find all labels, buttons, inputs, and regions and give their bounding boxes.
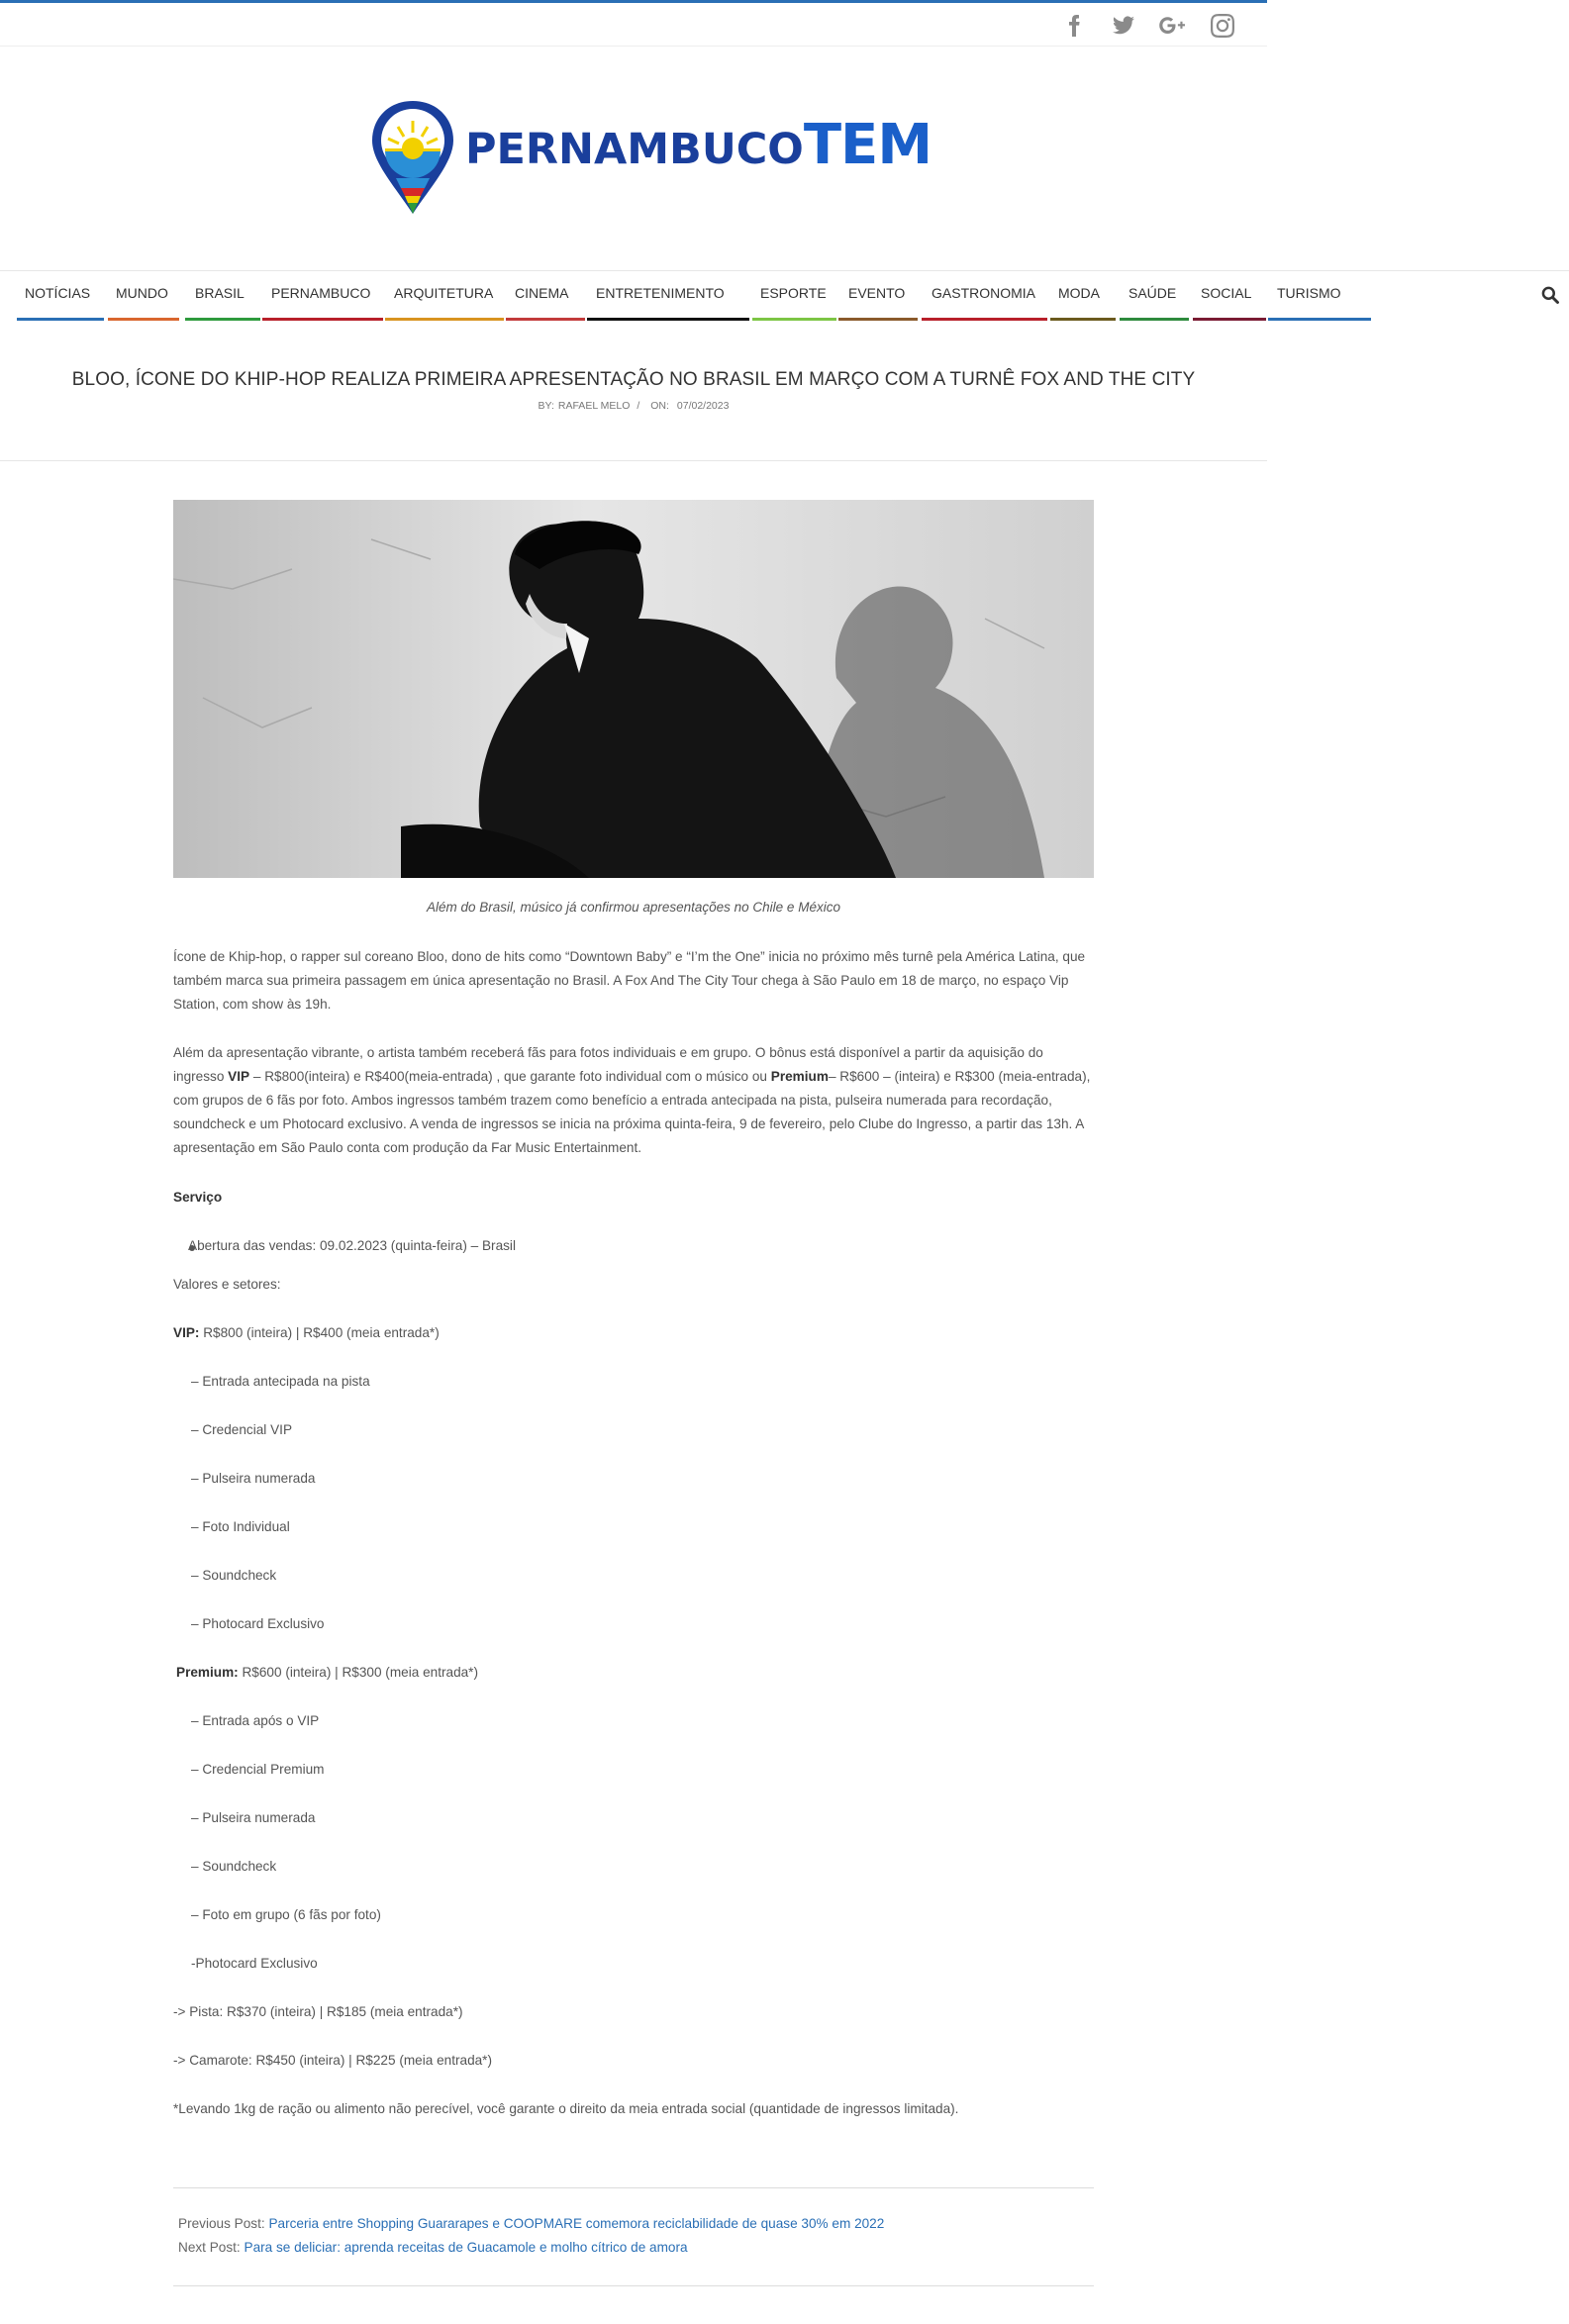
- hero-image-graphic: [173, 500, 1094, 878]
- nav-item-mundo[interactable]: MUNDO: [116, 285, 168, 301]
- instagram-icon[interactable]: [1208, 11, 1237, 41]
- nav-underline-arquitetura: [385, 318, 504, 321]
- post-nav-divider-bottom: [173, 2285, 1094, 2286]
- google-plus-icon[interactable]: [1158, 11, 1188, 41]
- logo-text-tem: TEM: [803, 113, 932, 177]
- nav-item-saude[interactable]: SAÚDE: [1128, 285, 1177, 301]
- search-icon[interactable]: [1540, 285, 1560, 305]
- nav-underline-brasil: [185, 318, 260, 321]
- image-caption: Além do Brasil, músico já confirmou apresentações no Chile e México: [427, 900, 840, 915]
- hero-image: [173, 500, 1094, 878]
- list-item: – Photocard Exclusivo: [191, 1616, 325, 1631]
- post-nav-divider-top: [173, 2187, 1094, 2188]
- main-nav: [0, 270, 1569, 323]
- social-bar: [0, 3, 1267, 47]
- meta-on-label: ON:: [650, 400, 669, 412]
- nav-underline-evento: [838, 318, 918, 321]
- nav-item-entretenimento[interactable]: ENTRETENIMENTO: [596, 285, 725, 301]
- nav-underline-esporte: [752, 318, 836, 321]
- list-item: – Credencial VIP: [191, 1422, 293, 1437]
- nav-item-pernambuco[interactable]: PERNAMBUCO: [271, 285, 371, 301]
- nav-underline-saude: [1120, 318, 1189, 321]
- site-logo[interactable]: [368, 97, 932, 226]
- vip-label: VIP:: [173, 1325, 200, 1340]
- nav-item-social[interactable]: SOCIAL: [1201, 285, 1252, 301]
- list-item: -Photocard Exclusivo: [191, 1956, 318, 1971]
- list-item-abertura: [188, 1234, 1109, 1258]
- list-item: – Foto Individual: [191, 1519, 290, 1534]
- nav-underline-noticias: [17, 318, 104, 321]
- nav-underline-moda: [1050, 318, 1116, 321]
- next-post-label: Next Post:: [178, 2240, 241, 2255]
- nav-underline-cinema: [506, 318, 585, 321]
- nav-underline-social: [1193, 318, 1266, 321]
- logo-area: [0, 48, 1267, 270]
- nav-item-evento[interactable]: EVENTO: [848, 285, 906, 301]
- list-item: – Entrada após o VIP: [191, 1713, 320, 1728]
- vip-price: R$800 (inteira) | R$400 (meia entrada*): [199, 1325, 440, 1340]
- post-meta: [0, 400, 1267, 412]
- post-title: BLOO, ÍCONE DO KHIP-HOP REALIZA PRIMEIRA APRESENTAÇÃO NO BRASIL EM MARÇO COM A TURNÊ FOX AND THE CITY: [71, 369, 1196, 390]
- vip-inline-label: VIP: [228, 1069, 250, 1084]
- nav-item-turismo[interactable]: TURISMO: [1277, 285, 1341, 301]
- nav-underline-turismo: [1268, 318, 1371, 321]
- logo-text: [465, 113, 932, 177]
- logo-text-pernambuco: PERNAMBUCO: [465, 125, 804, 174]
- footnote: *Levando 1kg de ração ou alimento não perecível, você garante o direito da meia entrada social (quantidade de ingressos limitada).: [173, 2101, 959, 2116]
- valores-heading: Valores e setores:: [173, 1277, 281, 1292]
- map-pin-logo-icon: [368, 97, 463, 226]
- nav-item-moda[interactable]: MODA: [1058, 285, 1100, 301]
- camarote-price-line: -> Camarote: R$450 (inteira) | R$225 (meia entrada*): [173, 2053, 493, 2068]
- list-item: – Entrada antecipada na pista: [191, 1374, 370, 1389]
- meta-by-label: BY:: [538, 400, 554, 412]
- list-item: – Soundcheck: [191, 1568, 277, 1583]
- premium-price: R$600 (inteira) | R$300 (meia entrada*): [238, 1665, 479, 1680]
- nav-item-esporte[interactable]: ESPORTE: [760, 285, 827, 301]
- list-item-abertura-text: Abertura das vendas: 09.02.2023 (quinta-feira) – Brasil: [188, 1238, 516, 1253]
- list-item: – Pulseira numerada: [191, 1471, 316, 1486]
- previous-post-label: Previous Post:: [178, 2216, 265, 2231]
- previous-post-link[interactable]: Parceria entre Shopping Guararapes e COOPMARE comemora reciclabilidade de quase 30% em 2022: [268, 2216, 885, 2231]
- list-item: – Foto em grupo (6 fãs por foto): [191, 1907, 381, 1922]
- nav-underline-entretenimento: [587, 318, 749, 321]
- next-post: [178, 2240, 688, 2255]
- twitter-icon[interactable]: [1109, 11, 1138, 41]
- nav-underline-mundo: [108, 318, 179, 321]
- previous-post: [178, 2216, 884, 2231]
- pista-price-line: -> Pista: R$370 (inteira) | R$185 (meia entrada*): [173, 2004, 463, 2019]
- vip-price-line: [173, 1321, 1094, 1345]
- list-item: – Credencial Premium: [191, 1762, 325, 1777]
- list-item: – Pulseira numerada: [191, 1810, 316, 1825]
- meta-date: 07/02/2023: [676, 400, 730, 412]
- facebook-icon[interactable]: [1059, 11, 1089, 41]
- paragraph-details-a: Além da apresentação vibrante, o artista também receberá fãs para fotos individuais e em grupo. O bônus está disponível a partir da aquisição do ingresso: [173, 1045, 1043, 1084]
- post-header: [0, 323, 1267, 461]
- premium-inline-label: Premium: [770, 1069, 829, 1084]
- paragraph-details-c: – R$600 – (inteira) e R$300 (meia-entrada), com grupos de 6 fãs por foto. Ambos ingressos também trazem como benefício a entrada antecipada na pista, pulseira numerada para recordação, soundcheck e um Photocard exclusivo. A venda de ingressos se inicia na próxima quinta-feira, 9 de fevereiro, pelo Clube do Ingresso, a partir das 13h. A apresentação em São Paulo conta com produção da Far Music Entertainment.: [173, 1069, 1091, 1155]
- paragraph-details: [173, 1041, 1094, 1160]
- nav-underline-gastronomia: [922, 318, 1047, 321]
- paragraph-details-b: – R$800(inteira) e R$400(meia-entrada) , que garante foto individual com o músico ou: [249, 1069, 771, 1084]
- meta-separator: /: [637, 400, 640, 412]
- premium-label: Premium:: [176, 1665, 239, 1680]
- nav-underline-pernambuco: [262, 318, 383, 321]
- nav-item-noticias[interactable]: NOTÍCIAS: [25, 285, 91, 301]
- next-post-link[interactable]: Para se deliciar: aprenda receitas de Guacamole e molho cítrico de amora: [244, 2240, 688, 2255]
- servico-heading-text: Serviço: [173, 1190, 223, 1205]
- nav-item-cinema[interactable]: CINEMA: [515, 285, 569, 301]
- nav-item-gastronomia[interactable]: GASTRONOMIA: [932, 285, 1036, 301]
- nav-item-brasil[interactable]: BRASIL: [195, 285, 245, 301]
- nav-item-arquitetura[interactable]: ARQUITETURA: [394, 285, 494, 301]
- premium-price-line: [176, 1661, 1097, 1685]
- list-item: – Soundcheck: [191, 1859, 277, 1874]
- meta-author[interactable]: RAFAEL MELO: [557, 400, 631, 412]
- servico-heading: [173, 1186, 1094, 1210]
- paragraph-intro: Ícone de Khip-hop, o rapper sul coreano Bloo, dono de hits como “Downtown Baby” e “I’m the One” inicia no próximo mês turnê pela América Latina, que também marca sua primeira passagem em única apresentação no Brasil. A Fox And The City Tour chega à São Paulo em 18 de março, no espaço Vip Station, com show às 19h.: [173, 949, 1086, 1012]
